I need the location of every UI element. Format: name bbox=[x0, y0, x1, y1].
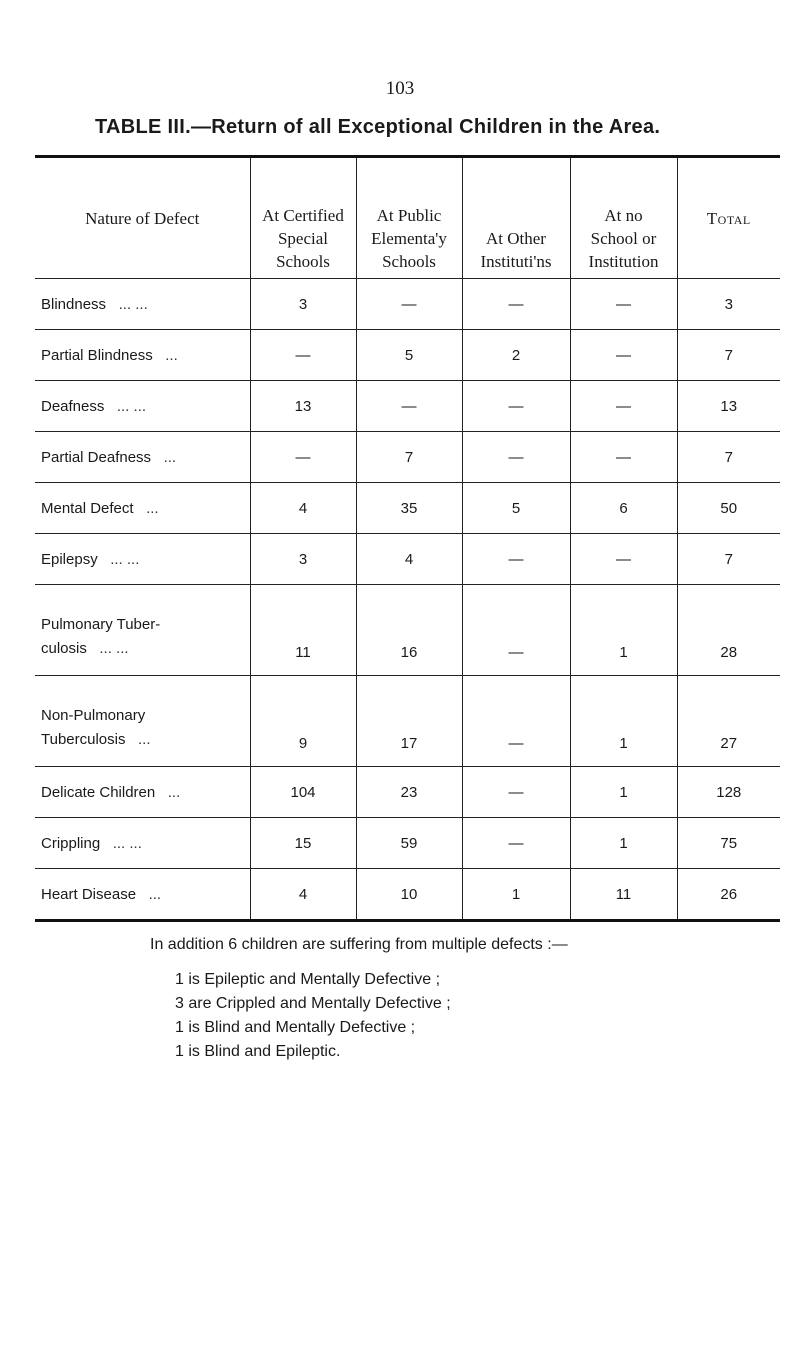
defect-name: Partial Deafness bbox=[41, 448, 152, 466]
cell-no-school: — bbox=[570, 381, 677, 432]
cell-other: — bbox=[462, 279, 570, 330]
leader-dots: ... ... bbox=[99, 640, 129, 657]
cell-other: — bbox=[462, 818, 570, 869]
cell-public: — bbox=[356, 279, 462, 330]
cell-no-school: — bbox=[570, 279, 677, 330]
leader-dots: ... ... bbox=[116, 397, 147, 415]
defect-name-cell bbox=[35, 534, 250, 585]
cell-other: — bbox=[462, 381, 570, 432]
cell-public: 5 bbox=[356, 330, 462, 381]
cell-total: 7 bbox=[677, 432, 780, 483]
cell-total: 50 bbox=[677, 483, 780, 534]
header-certified-special-schools: At Certified Special Schools bbox=[250, 157, 356, 279]
defect-name: Delicate Children bbox=[41, 783, 156, 801]
leader-dots: ... bbox=[138, 731, 151, 748]
table-row bbox=[35, 869, 780, 921]
cell-no-school: 1 bbox=[570, 585, 677, 676]
cell-no-school: — bbox=[570, 330, 677, 381]
cell-total: 28 bbox=[677, 585, 780, 676]
cell-total: 7 bbox=[677, 330, 780, 381]
defect-name-cell bbox=[35, 818, 250, 869]
defect-name-cell bbox=[35, 676, 250, 767]
cell-public: 7 bbox=[356, 432, 462, 483]
cell-certified: 11 bbox=[250, 585, 356, 676]
table-row bbox=[35, 279, 780, 330]
note-item: 1 is Blind and Mentally Defective ; bbox=[175, 1019, 416, 1036]
header-nature-of-defect: Nature of Defect bbox=[35, 157, 250, 279]
defect-name-cell bbox=[35, 483, 250, 534]
cell-certified: 13 bbox=[250, 381, 356, 432]
table-row bbox=[35, 585, 780, 676]
defect-name: Tuberculosis bbox=[41, 731, 126, 748]
defect-name: Epilepsy bbox=[41, 550, 98, 568]
cell-total: 13 bbox=[677, 381, 780, 432]
table-title: TABLE III.—Return of all Exceptional Children in the Area. bbox=[95, 116, 661, 138]
cell-total: 7 bbox=[677, 534, 780, 585]
leader-dots: ... bbox=[163, 448, 177, 466]
note-item: 3 are Crippled and Mentally Defective ; bbox=[175, 995, 451, 1012]
cell-other: — bbox=[462, 676, 570, 767]
defect-name-cell bbox=[35, 279, 250, 330]
cell-other: 2 bbox=[462, 330, 570, 381]
table-row bbox=[35, 818, 780, 869]
cell-certified: 3 bbox=[250, 534, 356, 585]
header-no-school-or-institution: At no School or Institution bbox=[570, 157, 677, 279]
defect-name: Partial Blindness bbox=[41, 346, 153, 364]
cell-no-school: 11 bbox=[570, 869, 677, 921]
cell-total: 128 bbox=[677, 767, 780, 818]
notes-intro: In addition 6 children are suffering from multiple defects :— bbox=[150, 936, 568, 953]
defect-name: Crippling bbox=[41, 834, 101, 852]
cell-certified: 15 bbox=[250, 818, 356, 869]
cell-other: 5 bbox=[462, 483, 570, 534]
cell-no-school: 6 bbox=[570, 483, 677, 534]
notes bbox=[150, 930, 568, 1064]
defect-name-cell bbox=[35, 381, 250, 432]
page-number: 103 bbox=[385, 78, 415, 99]
cell-public: 59 bbox=[356, 818, 462, 869]
cell-public: 23 bbox=[356, 767, 462, 818]
cell-no-school: 1 bbox=[570, 767, 677, 818]
defect-name: Non-Pulmonary bbox=[41, 707, 146, 724]
cell-total: 75 bbox=[677, 818, 780, 869]
leader-dots: ... ... bbox=[112, 834, 142, 852]
cell-no-school: 1 bbox=[570, 818, 677, 869]
cell-certified: 4 bbox=[250, 483, 356, 534]
cell-certified: 4 bbox=[250, 869, 356, 921]
defect-name: Heart Disease bbox=[41, 885, 137, 903]
cell-certified: 3 bbox=[250, 279, 356, 330]
defect-name-cell bbox=[35, 585, 250, 676]
table-row bbox=[35, 483, 780, 534]
table-row bbox=[35, 676, 780, 767]
defect-name-cell bbox=[35, 432, 250, 483]
defect-name-cell bbox=[35, 869, 250, 921]
table-row bbox=[35, 534, 780, 585]
note-item: 1 is Epileptic and Mentally Defective ; bbox=[175, 971, 441, 988]
leader-dots: ... bbox=[148, 885, 162, 903]
leader-dots: ... bbox=[165, 346, 178, 364]
leader-dots: ... ... bbox=[110, 550, 140, 568]
table-row bbox=[35, 432, 780, 483]
cell-no-school: — bbox=[570, 432, 677, 483]
defect-name-cell bbox=[35, 330, 250, 381]
cell-certified: — bbox=[250, 432, 356, 483]
cell-other: — bbox=[462, 534, 570, 585]
defect-name: culosis bbox=[41, 640, 87, 657]
cell-total: 26 bbox=[677, 869, 780, 921]
header-public-elementary-schools: At Public Elementa'y Schools bbox=[356, 157, 462, 279]
defect-name: Mental Defect bbox=[41, 499, 134, 517]
leader-dots: ... bbox=[146, 499, 159, 517]
defect-name-cell bbox=[35, 767, 250, 818]
header-row bbox=[35, 157, 780, 279]
cell-total: 3 bbox=[677, 279, 780, 330]
header-other-institutions: At Other Instituti'ns bbox=[462, 157, 570, 279]
cell-public: 10 bbox=[356, 869, 462, 921]
cell-no-school: 1 bbox=[570, 676, 677, 767]
header-total: Total bbox=[677, 157, 780, 279]
cell-public: — bbox=[356, 381, 462, 432]
cell-public: 4 bbox=[356, 534, 462, 585]
cell-other: — bbox=[462, 432, 570, 483]
cell-public: 16 bbox=[356, 585, 462, 676]
cell-other: 1 bbox=[462, 869, 570, 921]
leader-dots: ... bbox=[167, 783, 181, 801]
defect-name: Pulmonary Tuber- bbox=[41, 616, 161, 633]
table-row bbox=[35, 330, 780, 381]
cell-public: 17 bbox=[356, 676, 462, 767]
defect-name: Deafness bbox=[41, 397, 105, 415]
cell-other: — bbox=[462, 767, 570, 818]
cell-public: 35 bbox=[356, 483, 462, 534]
cell-certified: 104 bbox=[250, 767, 356, 818]
cell-no-school: — bbox=[570, 534, 677, 585]
note-item: 1 is Blind and Epileptic. bbox=[175, 1043, 341, 1060]
cell-certified: 9 bbox=[250, 676, 356, 767]
cell-other: — bbox=[462, 585, 570, 676]
leader-dots: ... ... bbox=[118, 295, 148, 313]
defect-name: Blindness bbox=[41, 295, 107, 313]
defects-table bbox=[35, 155, 780, 922]
table-row bbox=[35, 381, 780, 432]
cell-certified: — bbox=[250, 330, 356, 381]
cell-total: 27 bbox=[677, 676, 780, 767]
table-row bbox=[35, 767, 780, 818]
